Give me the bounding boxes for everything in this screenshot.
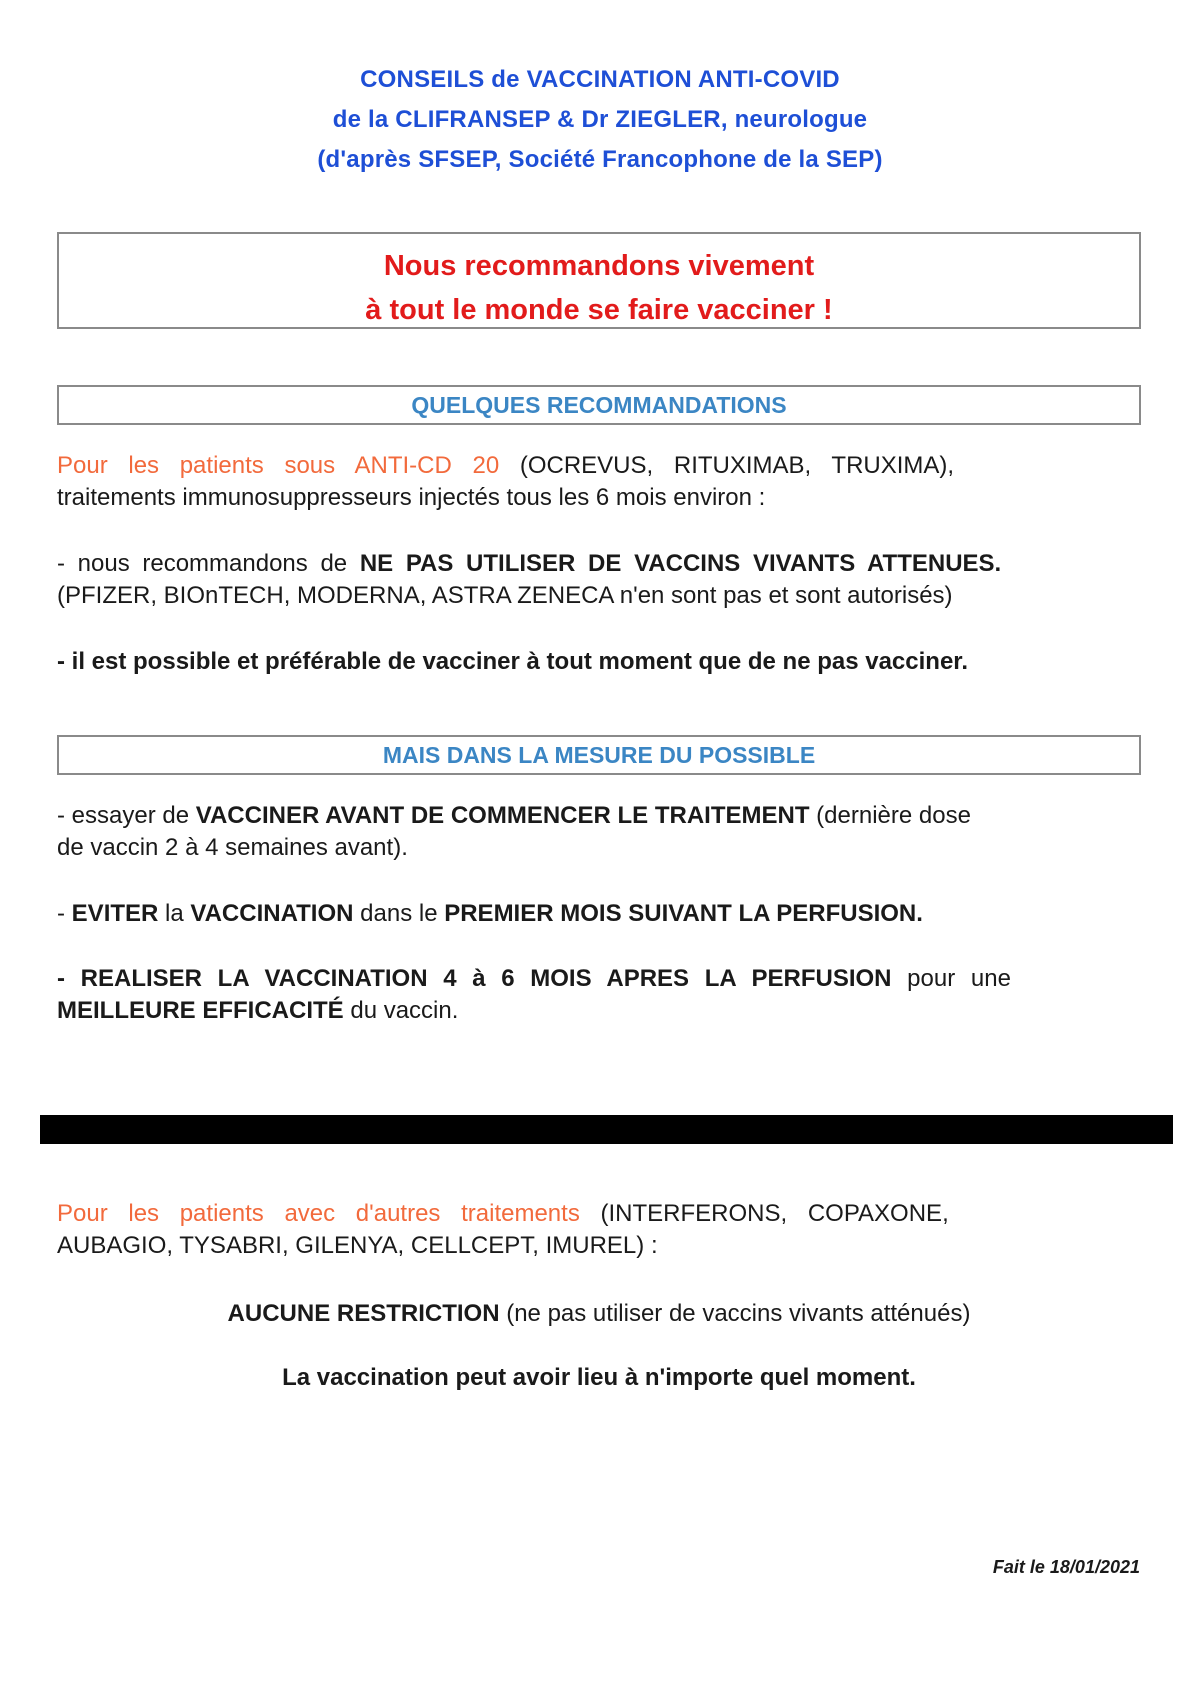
anti-cd20-drugs: (OCREVUS, RITUXIMAB, TRUXIMA), [499,452,955,479]
no-restriction-line [57,1298,1141,1330]
redaction-bar [40,1115,1173,1144]
other-treatments-intro [57,1198,1141,1262]
advice2-bold1: EVITER [71,900,159,927]
advice1-bold: VACCINER AVANT DE COMMENCER LE TRAITEMENT [195,802,810,829]
document-date: Fait le 18/01/2021 [992,1557,1140,1577]
other-treatments-drugs: (INTERFERONS, COPAXONE, [579,1200,949,1227]
advice1-prefix: - essayer de [57,802,196,829]
header-title-line1: CONSEILS de VACCINATION ANTI-COVID [360,66,840,93]
advice1-line2: de vaccin 2 à 4 semaines avant). [57,834,408,861]
other-treatments-line2: AUBAGIO, TYSABRI, GILENYA, CELLCEPT, IMUREL) : [57,1232,658,1259]
item1-prefix: - nous recommandons de [57,550,360,577]
recommendation-banner [57,232,1141,329]
item1-bold: NE PAS UTILISER DE VACCINS VIVANTS ATTENUES. [359,550,1002,577]
advice2-prefix: - [57,900,72,927]
closing-statement: La vaccination peut avoir lieu à n'importe quel moment. [282,1364,916,1391]
advice3-end: du vaccin. [343,997,459,1024]
anti-cd20-intro [57,450,1141,514]
item1-line2: (PFIZER, BIOnTECH, MODERNA, ASTRA ZENECA n'en sont pas et sont autorisés) [57,582,953,609]
recommendation-item-anytime: - il est possible et préférable de vacciner à tout moment que de ne pas vacciner. [57,648,968,675]
no-restriction-bold: AUCUNE RESTRICTION [227,1300,500,1327]
advice2-mid1: la [158,900,191,927]
anti-cd20-highlight: Pour les patients sous ANTI-CD 20 [57,452,500,479]
document-header [0,60,1200,180]
advice-item-4-6-months [57,963,1141,1027]
other-treatments-highlight: Pour les patients avec d'autres traitements [57,1200,580,1227]
header-title-line3: (d'après SFSEP, Société Francophone de la SEP) [317,146,883,173]
advice2-bold3: PREMIER MOIS SUIVANT LA PERFUSION. [444,900,923,927]
section-title-if-possible: MAIS DANS LA MESURE DU POSSIBLE [57,735,1141,775]
recommendation-item-live-vaccines [57,548,1141,612]
banner-line1: Nous recommandons vivement [383,250,815,282]
advice-item-before-treatment [57,800,1141,864]
advice-item-avoid-first-month [57,898,1141,930]
advice2-bold2: VACCINATION [190,900,354,927]
advice1-rest: (dernière dose [809,802,971,829]
banner-line2: à tout le monde se faire vacciner ! [365,294,833,326]
section-title-recommendations: QUELQUES RECOMMANDATIONS [57,385,1141,425]
advice3-rest: pour une [891,965,1011,992]
advice3-bold1: - REALISER LA VACCINATION 4 à 6 MOIS APRES LA PERFUSION [57,965,892,992]
anti-cd20-intro-line2: traitements immunosuppresseurs injectés tous les 6 mois environ : [57,484,766,511]
header-title-line2: de la CLIFRANSEP & Dr ZIEGLER, neurologue [332,106,868,133]
advice3-bold2: MEILLEURE EFFICACITÉ [57,997,344,1024]
advice2-mid2: dans le [353,900,445,927]
no-restriction-rest: (ne pas utiliser de vaccins vivants atténués) [499,1300,971,1327]
